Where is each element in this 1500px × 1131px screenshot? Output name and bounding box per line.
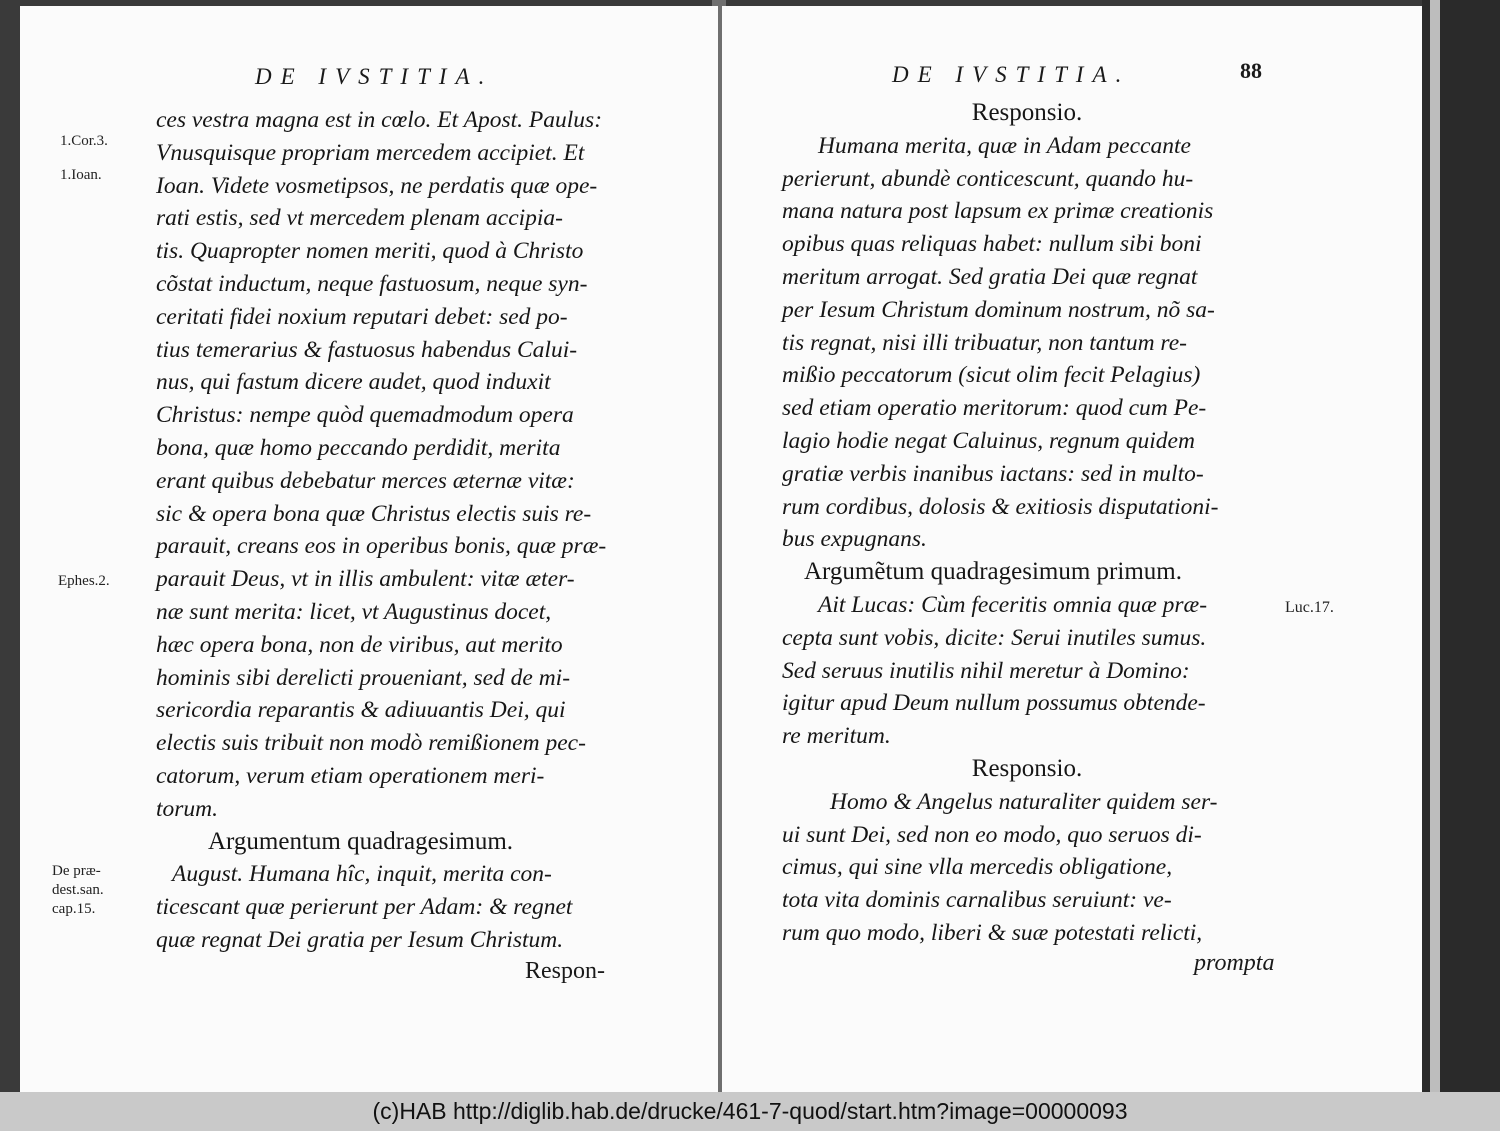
text-line: Vnusquisque propriam mercedem accipiet. Et: [156, 139, 585, 166]
text-line: Sed seruus inutilis nihil meretur à Domino:: [782, 657, 1190, 684]
text-line: August. Humana hîc, inquit, merita con-: [172, 861, 552, 888]
text-line: parauit Deus, vt in illis ambulent: vitæ æter-: [156, 566, 575, 593]
section-heading: Responsio.: [971, 99, 1083, 126]
margin-note-line: De præ-: [52, 863, 101, 879]
text-line: bus expugnans.: [782, 526, 927, 553]
text-line: sed etiam operatio meritorum: quod cum Pe-: [782, 395, 1207, 422]
right-running-head: DE IVSTITIA.: [892, 62, 1131, 87]
folio-number: 88: [1240, 58, 1262, 83]
text-line: Ioan. Videte vosmetipsos, ne perdatis quæ ope-: [156, 172, 598, 199]
text-line: torum.: [156, 795, 219, 822]
margin-note-ephes: Ephes.2.: [58, 573, 110, 589]
margin-note-line: cap.15.: [52, 901, 96, 917]
text-line: rati estis, sed vt mercedem plenam accipia-: [156, 205, 564, 232]
text-line: bona, quæ homo peccando perdidit, merita: [156, 434, 561, 461]
text-line: ticescant quæ perierunt per Adam: & regnet: [156, 894, 573, 921]
text-line: gratiæ verbis inanibus iactans: sed in multo-: [782, 460, 1204, 487]
text-line: Humana merita, quæ in Adam peccante: [818, 132, 1191, 159]
text-line: sic & opera bona quæ Christus electis suis re-: [156, 500, 592, 527]
text-line: ui sunt Dei, sed non eo modo, quo seruos di-: [782, 821, 1202, 848]
text-line: quæ regnat Dei gratia per Iesum Christum.: [156, 926, 564, 953]
text-line: re meritum.: [782, 723, 891, 750]
text-line: mana natura post lapsum ex primæ creationis: [782, 198, 1214, 225]
text-line: tius temerarius & fastuosus habendus Calui-: [156, 336, 578, 363]
text-line: tis regnat, nisi illi tribuatur, non tantum re-: [782, 329, 1187, 356]
text-line: nus, qui fastum dicere audet, quod induxit: [156, 369, 551, 396]
section-heading: Argumentum quadragesimum.: [208, 827, 514, 855]
text-line: ceritati fidei noxium reputari debet: sed po-: [156, 303, 568, 330]
right-page: [722, 6, 1422, 1092]
text-line: ces vestra magna est in cœlo. Et Apost. Paulus:: [156, 107, 603, 133]
text-line: lagio hodie negat Caluinus, regnum quidem: [782, 427, 1195, 454]
right-body-text: [782, 97, 1294, 950]
text-line: rum quo modo, liberi & suæ potestati relicti,: [782, 919, 1203, 946]
copyright-footer: (c)HAB http://diglib.hab.de/drucke/461-7-quod/start.htm?image=00000093: [0, 1092, 1500, 1131]
margin-note-depraedest: [52, 862, 104, 919]
text-line: electis suis tribuit non modò remißionem pec-: [156, 730, 586, 757]
text-line: cimus, qui sine vlla mercedis obligatione,: [782, 854, 1173, 881]
margin-note-cor: 1.Cor.3.: [60, 133, 108, 149]
right-catchword: prompta: [1194, 950, 1275, 976]
left-running-head: DE IVSTITIA.: [255, 64, 494, 89]
text-line: opibus quas reliquas habet: nullum sibi boni: [782, 231, 1202, 258]
left-page: [20, 6, 718, 1092]
margin-note-luc: Luc.17.: [1285, 599, 1334, 616]
text-line: perierunt, abundè conticescunt, quando hu-: [782, 165, 1194, 192]
text-line: erant quibus debebatur merces æternæ vitæ:: [156, 467, 575, 494]
text-line: Christus: nempe quòd quemadmodum opera: [156, 402, 574, 429]
text-line: næ sunt merita: licet, vt Augustinus docet,: [156, 598, 552, 625]
text-line: Ait Lucas: Cùm feceritis omnia quæ præ-: [818, 591, 1208, 618]
text-line: hominis sibi derelicti proueniant, sed de mi-: [156, 664, 571, 691]
page-edge-stripe: [1430, 0, 1440, 1092]
margin-note-ioan: 1.Ioan.: [60, 167, 102, 183]
left-body-text: [156, 104, 708, 957]
text-line: Homo & Angelus naturaliter quidem ser-: [830, 788, 1218, 815]
text-line: hæc opera bona, non de viribus, aut merito: [156, 631, 563, 658]
text-line: tis. Quapropter nomen meriti, quod à Christo: [156, 238, 584, 265]
margin-note-line: dest.san.: [52, 882, 104, 898]
text-line: per Iesum Christum dominum nostrum, nõ sa-: [782, 296, 1215, 323]
text-line: tota vita dominis carnalibus seruiunt: ve-: [782, 887, 1172, 914]
text-line: igitur apud Deum nullum possumus obtende-: [782, 690, 1206, 717]
text-line: cepta sunt vobis, dicite: Serui inutiles sumus.: [782, 624, 1207, 651]
text-line: catorum, verum etiam operationem meri-: [156, 762, 545, 789]
text-line: parauit, creans eos in operibus bonis, quæ præ-: [156, 533, 607, 560]
left-catchword: Respon-: [525, 958, 605, 984]
text-line: cõstat inductum, neque fastuosum, neque syn-: [156, 270, 588, 297]
text-line: sericordia reparantis & adiuuantis Dei, qui: [156, 697, 566, 724]
text-line: rum cordibus, dolosis & exitiosis disputationi-: [782, 493, 1219, 520]
section-heading: Argumẽtum quadragesimum primum.: [804, 558, 1182, 586]
text-line: meritum arrogat. Sed gratia Dei quæ regnat: [782, 263, 1198, 290]
text-line: mißio peccatorum (sicut olim fecit Pelagius): [782, 362, 1201, 389]
section-heading: Responsio.: [971, 754, 1083, 782]
